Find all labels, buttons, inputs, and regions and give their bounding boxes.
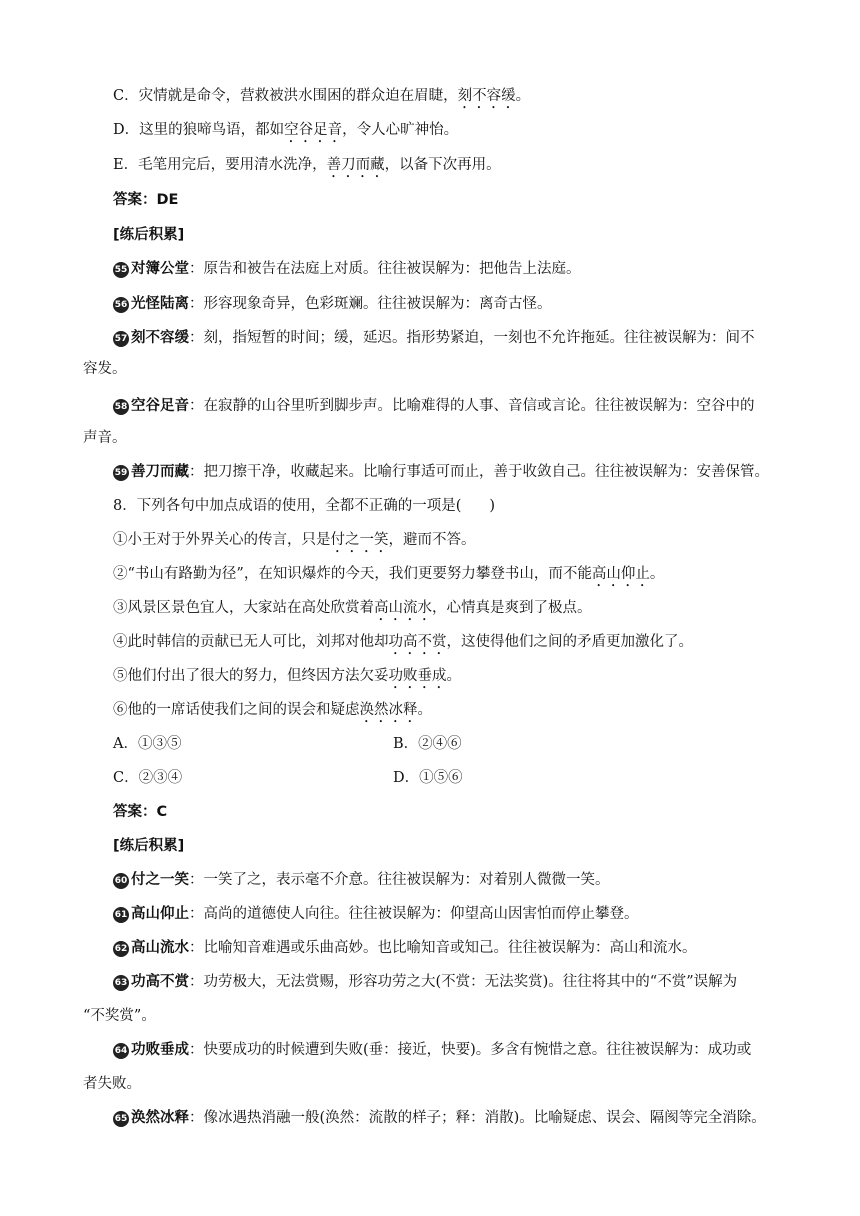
- glossary-definition: ：刻，指短暂的时间；缓，延迟。指形势紧迫，一刻也不允许拖延。往往被误解为：间不: [189, 330, 755, 346]
- option-e-text: E．毛笔用完后，要用清水洗净，: [113, 157, 327, 173]
- glossary-term: 高山流水: [131, 940, 189, 956]
- glossary-term: 光怪陆离: [131, 296, 189, 312]
- item-suffix: 。: [417, 702, 432, 718]
- question-item: [113, 530, 790, 556]
- glossary-entry: [113, 396, 790, 416]
- option-c: [113, 86, 790, 112]
- choice-a: A．①③⑤: [113, 736, 182, 752]
- circled-number-icon: 64: [113, 1043, 129, 1059]
- question-item: [113, 564, 790, 590]
- option-d: [113, 120, 790, 146]
- glossary-entry: [113, 1108, 790, 1128]
- glossary-continuation: 声音。: [83, 430, 127, 446]
- option-c-suffix: 。: [515, 88, 531, 104]
- glossary-entry: [113, 870, 790, 890]
- glossary-definition: ：一笑了之，表示毫不介意。往往被误解为：对着别人微微一笑。: [189, 872, 610, 888]
- item-text: ②“书山有路勤为径”，在知识爆炸的今天，我们更要努力攀登书山，而不能: [113, 566, 592, 582]
- glossary-definition: ：比喻知音难遇或乐曲高妙。也比喻知音或知己。往往被误解为：高山和流水。: [189, 940, 697, 956]
- option-e-suffix: ，以备下次再用。: [384, 157, 501, 173]
- accumulation-heading-1: [练后积累]: [113, 227, 185, 243]
- dotted-idiom: 付之一笑: [330, 532, 389, 548]
- question-item: [113, 700, 790, 726]
- circled-number-icon: 59: [113, 465, 129, 481]
- dotted-idiom: 功败垂成: [388, 668, 447, 684]
- glossary-entry: [113, 972, 790, 992]
- glossary-term: 付之一笑: [131, 872, 189, 888]
- dotted-idiom: 高山仰止: [591, 566, 650, 582]
- circled-number-icon: 56: [113, 297, 129, 313]
- option-d-text: D．这里的狼啼鸟语，都如: [113, 122, 285, 138]
- item-suffix: 。: [446, 668, 461, 684]
- glossary-definition: ：高尚的道德使人向往。往往被误解为：仰望高山因害怕而停止攀登。: [189, 906, 639, 922]
- glossary-term: 涣然冰释: [131, 1110, 189, 1126]
- glossary-entry: [113, 904, 790, 924]
- glossary-definition: ：形容现象奇异，色彩斑斓。往往被误解为：离奇古怪。: [189, 296, 552, 312]
- glossary-definition: ：功劳极大，无法赏赐，形容功劳之大(不赏：无法奖赏)。往往将其中的“不赏”误解为: [189, 974, 738, 990]
- question-8-stem: [113, 496, 790, 516]
- glossary-term: 善刀而藏: [131, 464, 189, 480]
- circled-number-icon: 58: [113, 399, 129, 415]
- item-text: ①小王对于外界关心的传言，只是: [113, 532, 331, 548]
- glossary-entry: [113, 328, 790, 348]
- item-text: ③风景区景色宜人，大家站在高处欣赏着: [113, 600, 374, 616]
- glossary-definition: ：原告和被告在法庭上对质。往往被误解为：把他告上法庭。: [189, 261, 581, 277]
- circled-number-icon: 55: [113, 262, 129, 278]
- glossary-term: 刻不容缓: [131, 330, 189, 346]
- question-item: [113, 598, 790, 624]
- glossary-definition: ：在寂静的山谷里听到脚步声。比喻难得的人事、音信或言论。往往被误解为：空谷中的: [189, 398, 755, 414]
- circled-number-icon: 62: [113, 941, 129, 957]
- dotted-idiom: 涣然冰释: [359, 702, 418, 718]
- glossary-definition: ：像冰遇热消融一般(涣然：流散的样子；释：消散)。比喻疑虑、误会、隔阂等完全消除。: [189, 1110, 766, 1126]
- circled-number-icon: 63: [113, 975, 129, 991]
- glossary-continuation: 者失败。: [83, 1076, 141, 1092]
- item-text: ④此时韩信的贡献已无人可比，刘邦对他却: [113, 634, 389, 650]
- glossary-entry: [113, 938, 790, 958]
- glossary-definition: ：把刀擦干净，收藏起来。比喻行事适可而止，善于收敛自己。往往被误解为：安善保管。: [189, 464, 769, 480]
- circled-number-icon: 57: [113, 331, 129, 347]
- glossary-term: 功高不赏: [131, 974, 189, 990]
- dotted-idiom: 功高不赏: [388, 634, 447, 650]
- item-suffix: 。: [649, 566, 665, 582]
- circled-number-icon: 65: [113, 1111, 129, 1127]
- dotted-idiom: 空谷足音: [284, 122, 343, 138]
- question-item: [113, 666, 790, 692]
- glossary-entry: [113, 1040, 790, 1060]
- question-stem: 8．下列各句中加点成语的使用，全都不正确的一项是(: [113, 498, 462, 514]
- item-suffix: ，这使得他们之间的矛盾更加激化了。: [446, 634, 693, 650]
- question-stem-close: ): [489, 498, 496, 514]
- answer-2: 答案：C: [113, 804, 168, 820]
- circled-number-icon: 60: [113, 873, 129, 889]
- item-suffix: ，心情真是爽到了极点。: [432, 600, 592, 616]
- glossary-entry: [113, 259, 790, 279]
- dotted-idiom: 刻不容缓: [457, 88, 516, 104]
- glossary-term: 空谷足音: [131, 398, 189, 414]
- glossary-continuation: 容发。: [83, 361, 127, 377]
- question-item: [113, 632, 790, 658]
- accumulation-heading-2: [练后积累]: [113, 838, 185, 854]
- item-text: ⑥他的一席话使我们之间的误会和疑虑: [113, 702, 360, 718]
- answer-1: 答案：DE: [113, 192, 179, 208]
- dotted-idiom: 善刀而藏: [326, 157, 385, 173]
- glossary-definition: ：快要成功的时候遭到失败(垂：接近，快要)。多含有惋惜之意。往往被误解为：成功或: [189, 1042, 752, 1058]
- option-e: [113, 155, 790, 181]
- dotted-idiom: 高山流水: [374, 600, 432, 616]
- glossary-term: 高山仰止: [131, 906, 189, 922]
- choice-b: B．②④⑥: [393, 736, 462, 752]
- glossary-term: 对簿公堂: [131, 261, 189, 277]
- choice-c: C．②③④: [113, 770, 183, 786]
- item-text: ⑤他们付出了很大的努力，但终因方法欠妥: [113, 668, 389, 684]
- glossary-continuation: “不奖赏”。: [83, 1008, 156, 1024]
- glossary-entry: [113, 462, 790, 482]
- item-suffix: ，避而不答。: [388, 532, 476, 548]
- glossary-entry: [113, 294, 790, 314]
- option-c-text: C．灾情就是命令，营救被洪水围困的群众迫在眉睫，: [113, 88, 458, 104]
- circled-number-icon: 61: [113, 907, 129, 923]
- option-d-suffix: ，令人心旷神怡。: [342, 122, 459, 138]
- choice-d: D．①⑤⑥: [393, 770, 463, 786]
- glossary-term: 功败垂成: [131, 1042, 189, 1058]
